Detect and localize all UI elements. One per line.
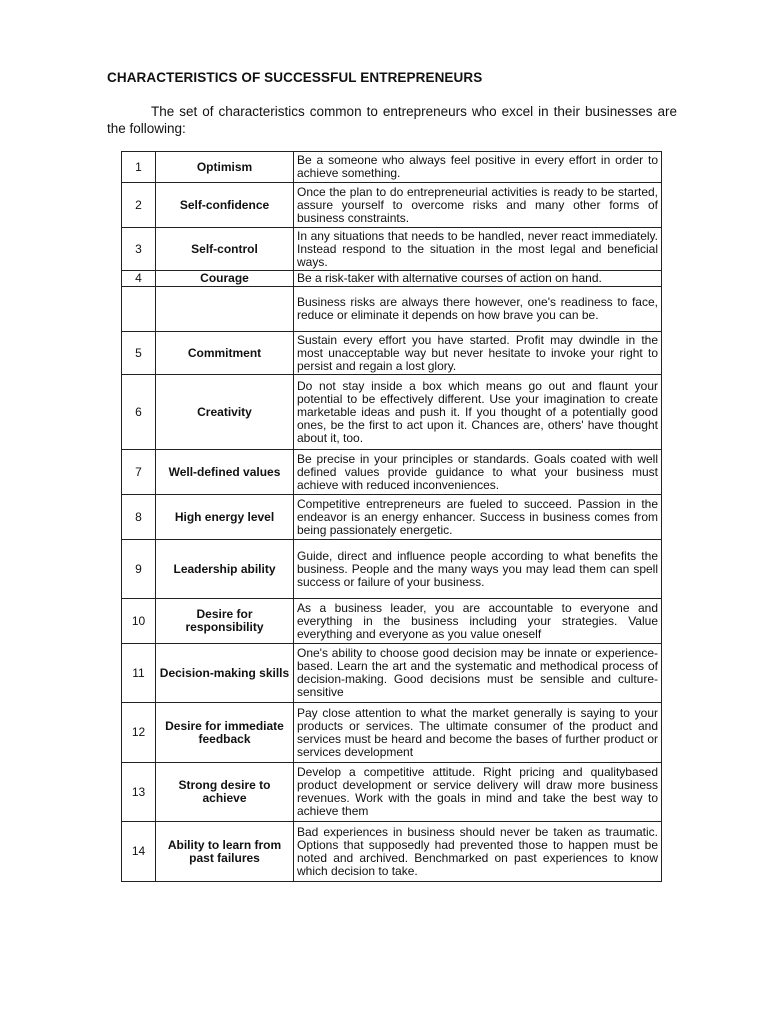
characteristic-description: As a business leader, you are accountable to everyone and everything in the business including your strategies. Value everything and everyone as you value oneself [294,599,662,644]
characteristic-description: Guide, direct and influence people according to what benefits the business. People and the many ways you may lead them can spell success or failure of your business. [294,540,662,599]
characteristic-name: Desire for responsibility [156,599,294,644]
characteristic-name: Commitment [156,332,294,375]
table-row [122,183,662,228]
page-title: CHARACTERISTICS OF SUCCESSFUL ENTREPRENEURS [107,70,483,85]
characteristic-description: Be a someone who always feel positive in every effort in order to achieve something. [294,152,662,183]
row-number: 11 [122,644,156,703]
table-row [122,763,662,822]
table-row [122,822,662,882]
characteristic-description: Sustain every effort you have started. Profit may dwindle in the most unacceptable way but never hesitate to invoke your right to persist and regain a lost glory. [294,332,662,375]
characteristic-name: Self-control [156,228,294,271]
row-number: 7 [122,450,156,495]
table-row [122,152,662,183]
characteristic-description: Do not stay inside a box which means go out and flaunt your potential to be effectively different. Use your imagination to create marketable ideas and push it. If you thought of a potentially good ones, be the first to act upon it. Chances are, others' have thought about it, too. [294,375,662,450]
row-number [122,287,156,332]
table-row [122,540,662,599]
characteristic-description: Develop a competitive attitude. Right pricing and qualitybased product development or service delivery will draw more business revenues. Work with the goals in mind and take the best way to achieve them [294,763,662,822]
row-number: 3 [122,228,156,271]
row-number: 8 [122,495,156,540]
characteristic-description: Competitive entrepreneurs are fueled to succeed. Passion in the endeavor is an energy enhancer. Success in business comes from being passionately energetic. [294,495,662,540]
row-number: 14 [122,822,156,882]
row-number: 13 [122,763,156,822]
table-row [122,271,662,287]
row-number: 10 [122,599,156,644]
characteristic-description: Be precise in your principles or standards. Goals coated with well defined values provide guidance to what your business must achieve with reduced inconveniences. [294,450,662,495]
row-number: 12 [122,703,156,763]
characteristics-table [121,151,662,882]
table-row [122,450,662,495]
characteristic-name: High energy level [156,495,294,540]
characteristic-name: Decision-making skills [156,644,294,703]
characteristic-description: In any situations that needs to be handled, never react immediately. Instead respond to the situation in the most legal and beneficial ways. [294,228,662,271]
characteristic-description: Be a risk-taker with alternative courses of action on hand. [294,271,662,287]
row-number: 4 [122,271,156,287]
row-number: 9 [122,540,156,599]
row-number: 6 [122,375,156,450]
characteristic-name: Well-defined values [156,450,294,495]
table-row [122,332,662,375]
intro-paragraph: The set of characteristics common to entrepreneurs who excel in their businesses are the following: [107,104,677,136]
table-row [122,495,662,540]
characteristic-name: Desire for immediate feedback [156,703,294,763]
table-row [122,599,662,644]
row-number: 5 [122,332,156,375]
table-row [122,703,662,763]
characteristic-name [156,287,294,332]
characteristic-description: Pay close attention to what the market generally is saying to your products or services. The ultimate consumer of the product and services must be heard and become the bases of further product or services development [294,703,662,763]
characteristic-name: Courage [156,271,294,287]
characteristic-description: Bad experiences in business should never be taken as traumatic. Options that supposedly had prevented those to happen must be noted and archived. Benchmarked on past experiences to know which decision to take. [294,822,662,882]
characteristic-name: Self-confidence [156,183,294,228]
characteristic-description: Business risks are always there however, one's readiness to face, reduce or eliminate it depends on how brave you can be. [294,287,662,332]
table-row [122,375,662,450]
characteristic-name: Ability to learn from past failures [156,822,294,882]
characteristic-description: One's ability to choose good decision may be innate or experience-based. Learn the art and the systematic and methodical process of decision-making. Good decisions must be sensible and culture-sensitive [294,644,662,703]
characteristic-name: Strong desire to achieve [156,763,294,822]
row-number: 1 [122,152,156,183]
characteristic-description: Once the plan to do entrepreneurial activities is ready to be started, assure yourself to overcome risks and many other forms of business constraints. [294,183,662,228]
table-row [122,228,662,271]
table-row [122,287,662,332]
row-number: 2 [122,183,156,228]
table-row [122,644,662,703]
characteristic-name: Optimism [156,152,294,183]
characteristic-name: Leadership ability [156,540,294,599]
characteristic-name: Creativity [156,375,294,450]
